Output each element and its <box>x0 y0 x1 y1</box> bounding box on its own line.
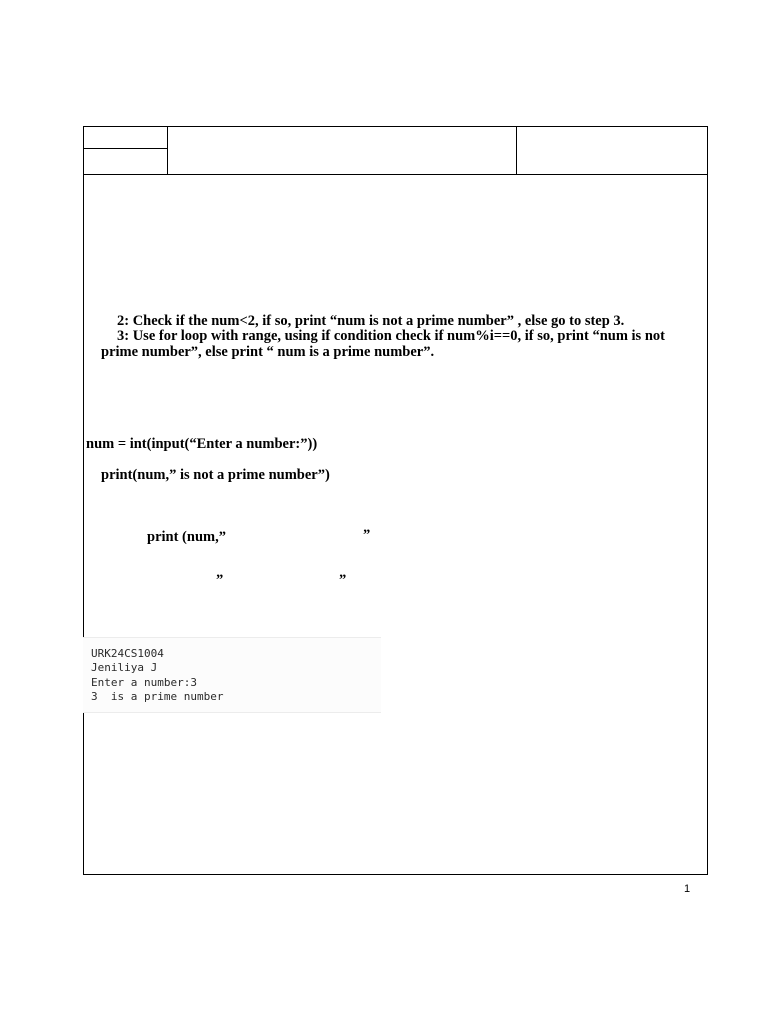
code-line-input: num = int(input(“Enter a number:”)) <box>86 436 318 452</box>
algorithm-step-2: 2: Check if the num<2, if so, print “num is not a prime number” , else go to step 3. <box>117 313 625 329</box>
algorithm-step-3-continued: prime number”, else print “ num is a prime number”. <box>101 344 435 360</box>
header-table-bottom-border <box>83 174 708 175</box>
code-line-not-prime: print(num,” is not a prime number”) <box>101 467 330 483</box>
page-frame <box>83 126 708 875</box>
output-line: 3 is a prime number <box>91 690 224 703</box>
output-line: Enter a number:3 <box>91 676 197 689</box>
header-table-divider <box>167 126 168 174</box>
header-table-divider <box>516 126 517 174</box>
output-line: Jeniliya J <box>91 661 158 674</box>
code-quote-mark: ” <box>216 572 224 588</box>
header-table-cell-split <box>83 148 167 149</box>
program-output-panel <box>83 637 381 713</box>
code-quote-mark: ” <box>339 572 347 588</box>
code-line-print: print (num,” <box>147 529 226 545</box>
code-line-print-quote: ” <box>363 527 371 543</box>
algorithm-step-3: 3: Use for loop with range, using if condition check if num%i==0, if so, print “num is not <box>117 328 665 344</box>
output-line: URK24CS1004 <box>91 647 164 660</box>
page-number: 1 <box>684 883 691 895</box>
